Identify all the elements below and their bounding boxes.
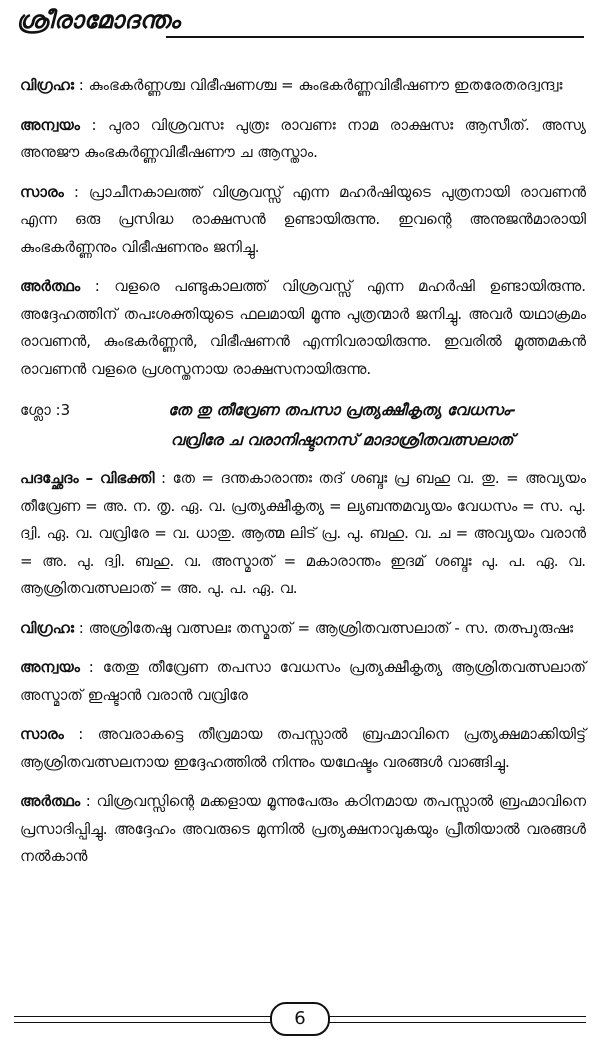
paragraph-text: പ്രാചീനകാലത്ത് വിശ്രവസ്സ് എന്ന മഹർഷിയുടെ പുത്രനായി രാവണൻ എന്ന ഒരു പ്രസിദ്ധ രാക്ഷസൻ ഉണ്ടായിരുന്നു. ഇവന്റെ അനുജൻമാരായി കുംഭകർണ്ണനും വിഭീഷണനും ജനിച്ചു. — [20, 182, 586, 256]
paragraph-text: വളരെ പണ്ടുകാലത്ത് വിശ്രവസ്സ് എന്ന മഹർഷി ഉണ്ടായിരുന്നു. അദ്ദേഹത്തിന് തപഃശക്തിയുടെ ഫലമായി മൂന്നു പുത്രന്മാർ ജനിച്ചു. അവർ യഥാക്രമം രാവണൻ, കുംഭകർണ്ണൻ, വിഭീഷണൻ എന്നിവരായിരുന്നു. ഇവരിൽ മൂത്തമകൻ രാവണൻ വളരെ പ്രശസ്തനായ രാക്ഷസനായിരുന്നു. — [20, 277, 586, 378]
paragraph-term: അർത്ഥം — [20, 277, 81, 295]
term-separator: : — [73, 76, 89, 94]
paragraph-term: വിഗ്രഹഃ — [20, 76, 74, 94]
paragraph-text: കുംഭകർണ്ണശ്ച വിഭീഷണശ്ച = കുംഭകർണ്ണവിഭീഷണൗ ഇതരേതരദ്വന്ദ്വഃ — [88, 76, 563, 94]
paragraph-anvayam-2 — [20, 654, 586, 709]
paragraph-text: തേതു തീവ്രേണ തപസാ വേധസം പ്രത്യക്ഷീകൃത്യ ആശ്രിതവത്സലാത് അസ്മാത് ഇഷ്ടാൻ വരാൻ വവ്രിരേ — [20, 658, 587, 704]
paragraph-vigraha-2 — [20, 615, 586, 643]
paragraph-term: സാരം — [20, 182, 64, 201]
paragraph-text: അവരാകട്ടെ തീവ്രമായ തപസ്സാൽ ബ്രഹ്മാവിനെ പ്രത്യക്ഷമാക്കിയിട്ട് ആശ്രിതവത്സലനായ ഇദ്ദേഹത്തിൽ നിന്നും യഥേഷ്ടം വരങ്ങൾ വാങ്ങിച്ചു. — [20, 725, 587, 771]
paragraph-text: വിശ്രവസ്സിന്റെ മക്കളായ മൂന്നുപേരും കഠിനമായ തപസ്സാൽ ബ്രഹ്മാവിനെ പ്രസാദിപ്പിച്ചു. അദ്ദേഹം അവരുടെ മുന്നിൽ പ്രത്യക്ഷനാവുകയും പ്രീതിയാൽ വരങ്ങൾ നൽകാൻ — [20, 792, 586, 865]
page-header — [16, 6, 584, 40]
term-separator: : — [80, 792, 97, 810]
page-content — [20, 72, 586, 883]
paragraph-artham — [20, 273, 586, 383]
paragraph-term: വിഗ്രഹഃ — [20, 618, 74, 637]
paragraph-term: അന്വയം — [20, 658, 80, 676]
paragraph-saram-2 — [20, 721, 586, 776]
page-number: 6 — [270, 1002, 330, 1036]
paragraph-term: അർത്ഥം — [20, 792, 81, 810]
term-separator: : — [154, 469, 173, 487]
header-rule — [166, 36, 584, 38]
paragraph-term: അന്വയം — [20, 115, 80, 134]
page-footer — [14, 1002, 586, 1036]
paragraph-anvayam — [20, 112, 586, 167]
sloka-verse — [98, 395, 586, 455]
sloka-line-2: വവ്രിരേ ച വരാനിഷ്ടാനസ് മാദാശ്രിതവത്സലാത് — [170, 431, 514, 449]
paragraph-padacchedam — [20, 465, 586, 603]
sloka-block — [20, 395, 586, 455]
term-separator: : — [79, 658, 103, 676]
running-title: ശ്രീരാമോദന്തം — [16, 6, 181, 34]
term-separator: : — [73, 618, 89, 637]
paragraph-saram — [20, 179, 586, 262]
term-separator: : — [63, 725, 98, 743]
paragraph-artham-2 — [20, 788, 586, 871]
term-separator: : — [80, 277, 115, 295]
paragraph-vigraha — [20, 72, 586, 100]
paragraph-text: അശ്രിതേഷു വത്സലഃ തസ്മാത് = ആശ്രിതവത്സലാത് - സ. തത്പുരുഷഃ — [88, 618, 574, 637]
sloka-line-1: തേ തു തീവ്രേണ തപസാ പ്രത്യക്ഷീകൃത്യ വേധസം- — [168, 401, 516, 419]
paragraph-term: പദച്ഛേദം – വിഭക്തി — [20, 469, 155, 487]
paragraph-term: സാരം — [20, 725, 64, 743]
paragraph-text: പുരാ വിശ്രവസഃ പുത്രഃ രാവണഃ നാമ രാക്ഷസഃ ആസീത്. അസ്യ അനുജൗ കുംഭകർണ്ണവിഭീഷണൗ ച ആസ്താം. — [20, 115, 586, 161]
sloka-number: ശ്ലോ :3 — [20, 401, 71, 419]
term-separator: : — [63, 182, 89, 201]
paragraph-text: തേ = ദന്തകാരാന്തഃ തദ് ശബ്ദഃ പ്ര ബഹു വ. തു. = അവ്യയം തീവ്രേണ = അ. ന. തൃ. ഏ. വ. പ്രത്യക്ഷീകൃത്യ = ല്യബന്തമവ്യയം വേധസം = സ. പു. ദ്വി. ഏ. വ. വവ്രിരേ = വ. ധാതു. ആത്മ ലിട് പ്ര. പു. ബഹു. വ. ച = അവ്യയം വരാൻ = അ. പു. ദ്വി. ബഹു. വ. അസ്മാത് = മകാരാന്തം ഇദമ് ശബ്ദഃ പു. പ. ഏ. വ. ആശ്രിതവത്സലാത് = അ. പു. പ. ഏ. വ. — [20, 469, 587, 597]
term-separator: : — [79, 115, 108, 134]
